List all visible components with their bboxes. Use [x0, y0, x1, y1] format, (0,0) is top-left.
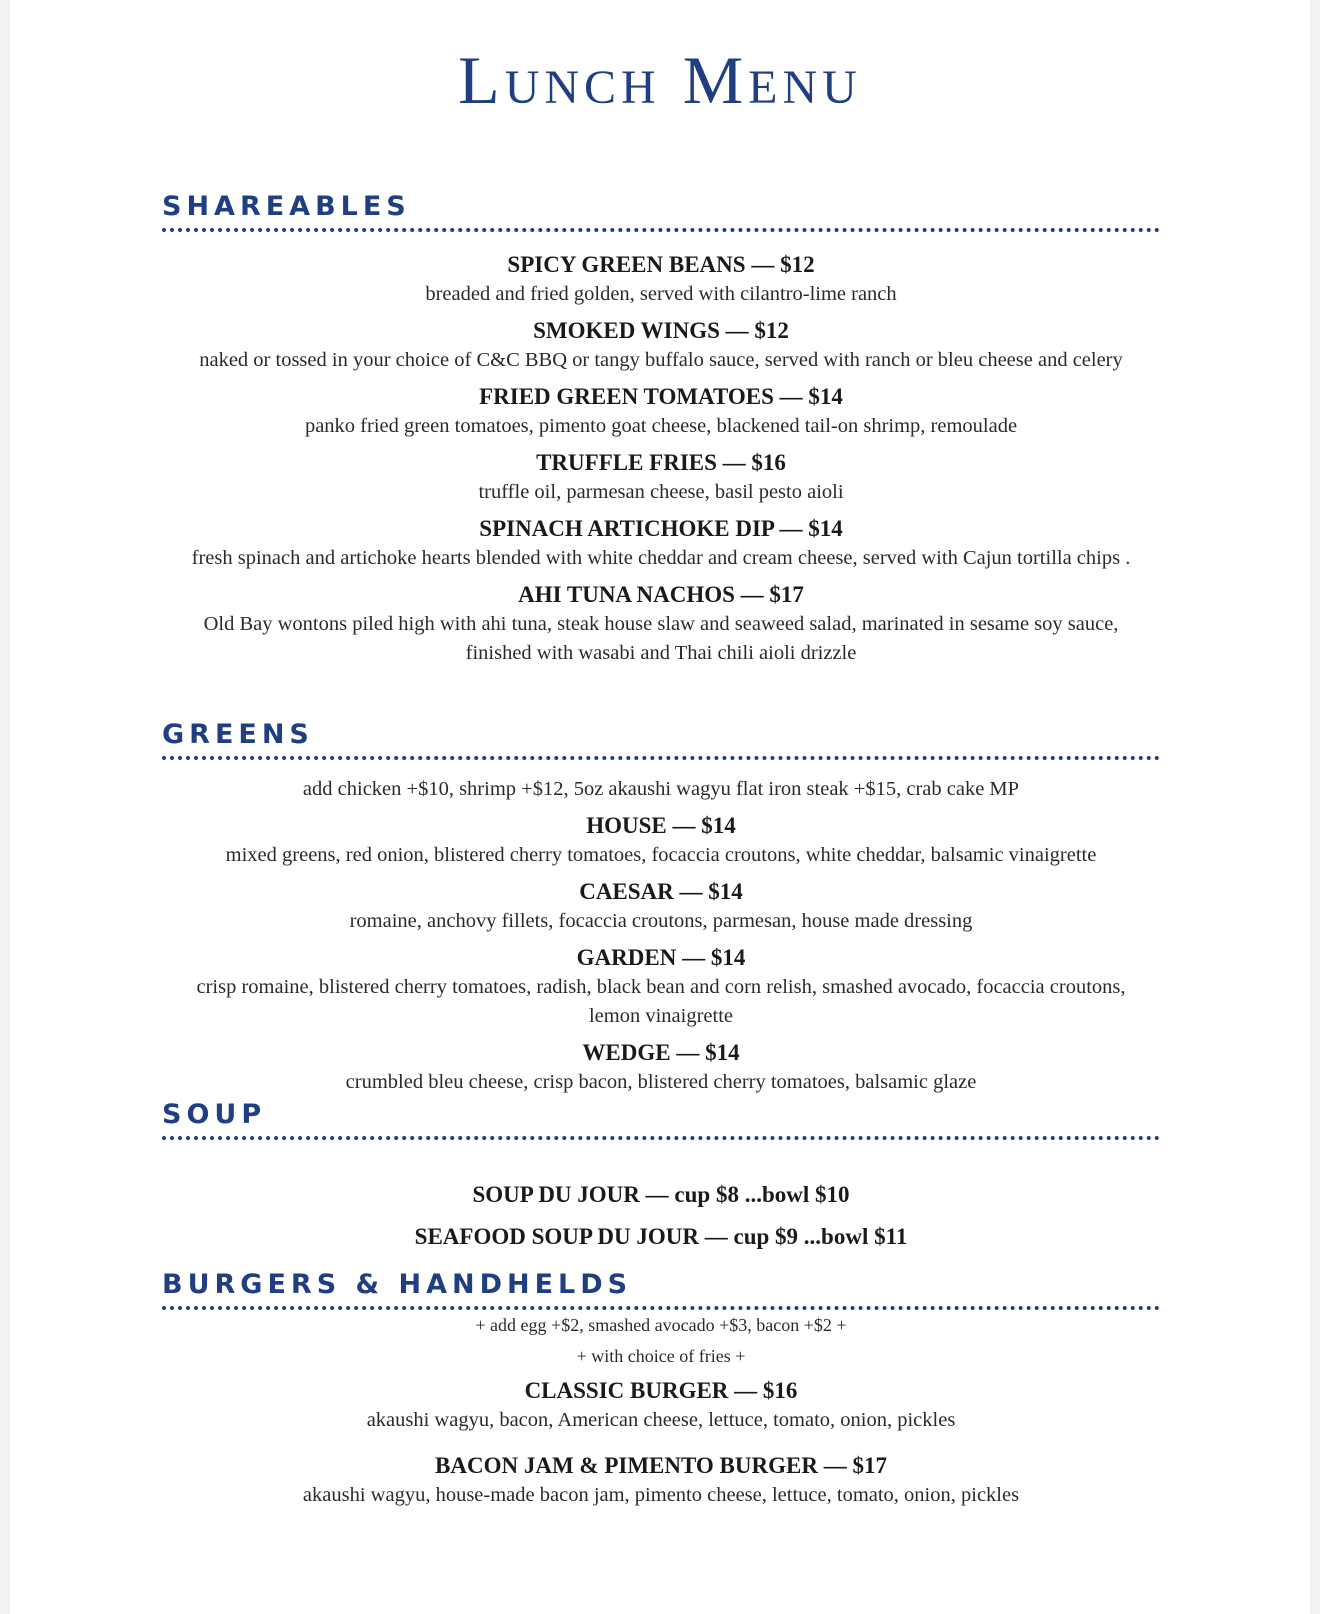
item-description: crumbled bleu cheese, crisp bacon, blistered cherry tomatoes, balsamic glaze — [345, 1071, 977, 1093]
item-name: SPICY GREEN BEANS — $12 — [507, 252, 815, 277]
section-shareables — [162, 190, 1160, 232]
item-description: crisp romaine, blistered cherry tomatoes, radish, black bean and corn relish, smashed avocado, focaccia croutons, lemon vinaigrette — [196, 976, 1126, 1027]
menu-item — [170, 448, 1152, 507]
dotted-divider — [162, 1136, 1160, 1140]
item-name: CLASSIC BURGER — $16 — [524, 1378, 798, 1403]
section-burgers-handhelds — [162, 1268, 1160, 1310]
item-name: SPINACH ARTICHOKE DIP — $14 — [479, 516, 843, 541]
section-heading: SHAREABLES — [162, 191, 411, 222]
menu-item — [170, 1038, 1152, 1097]
item-description: naked or tossed in your choice of C&C BBQ or tangy buffalo sauce, served with ranch or bleu cheese and celery — [199, 349, 1123, 371]
menu-item — [170, 382, 1152, 441]
item-name: AHI TUNA NACHOS — $17 — [518, 582, 804, 607]
item-name: SOUP DU JOUR — cup $8 ...bowl $10 — [472, 1182, 850, 1207]
section-heading: BURGERS & HANDHELDS — [162, 1269, 633, 1300]
menu-item — [170, 877, 1152, 936]
item-name: WEDGE — $14 — [582, 1040, 740, 1065]
menu-item — [170, 316, 1152, 375]
section-heading: SOUP — [162, 1099, 267, 1130]
soup-items — [170, 1180, 1152, 1252]
dotted-divider — [162, 228, 1160, 232]
menu-item — [170, 811, 1152, 870]
item-description: fresh spinach and artichoke hearts blended with white cheddar and cream cheese, served with Cajun tortilla chips . — [191, 547, 1131, 569]
page-title: Lunch Menu — [458, 42, 862, 118]
item-name: SMOKED WINGS — $12 — [533, 318, 789, 343]
greens-items — [170, 775, 1152, 1097]
item-description: panko fried green tomatoes, pimento goat cheese, blackened tail-on shrimp, remoulade — [304, 415, 1018, 437]
menu-page — [10, 0, 1310, 1614]
dotted-divider — [162, 756, 1160, 760]
fries-note: + with choice of fries + — [576, 1346, 746, 1366]
item-name: GARDEN — $14 — [576, 945, 746, 970]
item-name: FRIED GREEN TOMATOES — $14 — [479, 384, 843, 409]
item-name: TRUFFLE FRIES — $16 — [536, 450, 786, 475]
section-soup — [162, 1098, 1160, 1140]
item-name: BACON JAM & PIMENTO BURGER — $17 — [435, 1453, 887, 1478]
item-name: CAESAR — $14 — [579, 879, 743, 904]
add-ons-note: add chicken +$10, shrimp +$12, 5oz akaushi wagyu flat iron steak +$15, crab cake MP — [302, 778, 1020, 800]
menu-item — [170, 1376, 1152, 1435]
burgers-items — [170, 1310, 1152, 1510]
item-description: romaine, anchovy fillets, focaccia croutons, parmesan, house made dressing — [349, 910, 973, 932]
add-ons-note: + add egg +$2, smashed avocado +$3, bacon +$2 + — [475, 1315, 847, 1335]
item-description: breaded and fried golden, served with cilantro-lime ranch — [425, 283, 897, 305]
menu-item — [170, 1451, 1152, 1510]
item-description: mixed greens, red onion, blistered cherry tomatoes, focaccia croutons, white cheddar, balsamic vinaigrette — [225, 844, 1097, 866]
menu-item — [170, 250, 1152, 309]
item-name: SEAFOOD SOUP DU JOUR — cup $9 ...bowl $11 — [414, 1224, 908, 1249]
shareables-items — [170, 250, 1152, 668]
item-name: HOUSE — $14 — [586, 813, 736, 838]
item-description: truffle oil, parmesan cheese, basil pesto aioli — [478, 481, 844, 503]
item-description: akaushi wagyu, house-made bacon jam, pimento cheese, lettuce, tomato, onion, pickles — [302, 1484, 1020, 1506]
menu-item — [170, 514, 1152, 573]
menu-item — [170, 943, 1152, 1031]
menu-item — [170, 580, 1152, 668]
item-description: akaushi wagyu, bacon, American cheese, lettuce, tomato, onion, pickles — [366, 1409, 956, 1431]
item-description: Old Bay wontons piled high with ahi tuna, steak house slaw and seaweed salad, marinated in sesame soy sauce, finished with wasabi and Thai chili aioli drizzle — [203, 613, 1119, 664]
section-heading: GREENS — [162, 719, 314, 750]
section-greens — [162, 718, 1160, 760]
